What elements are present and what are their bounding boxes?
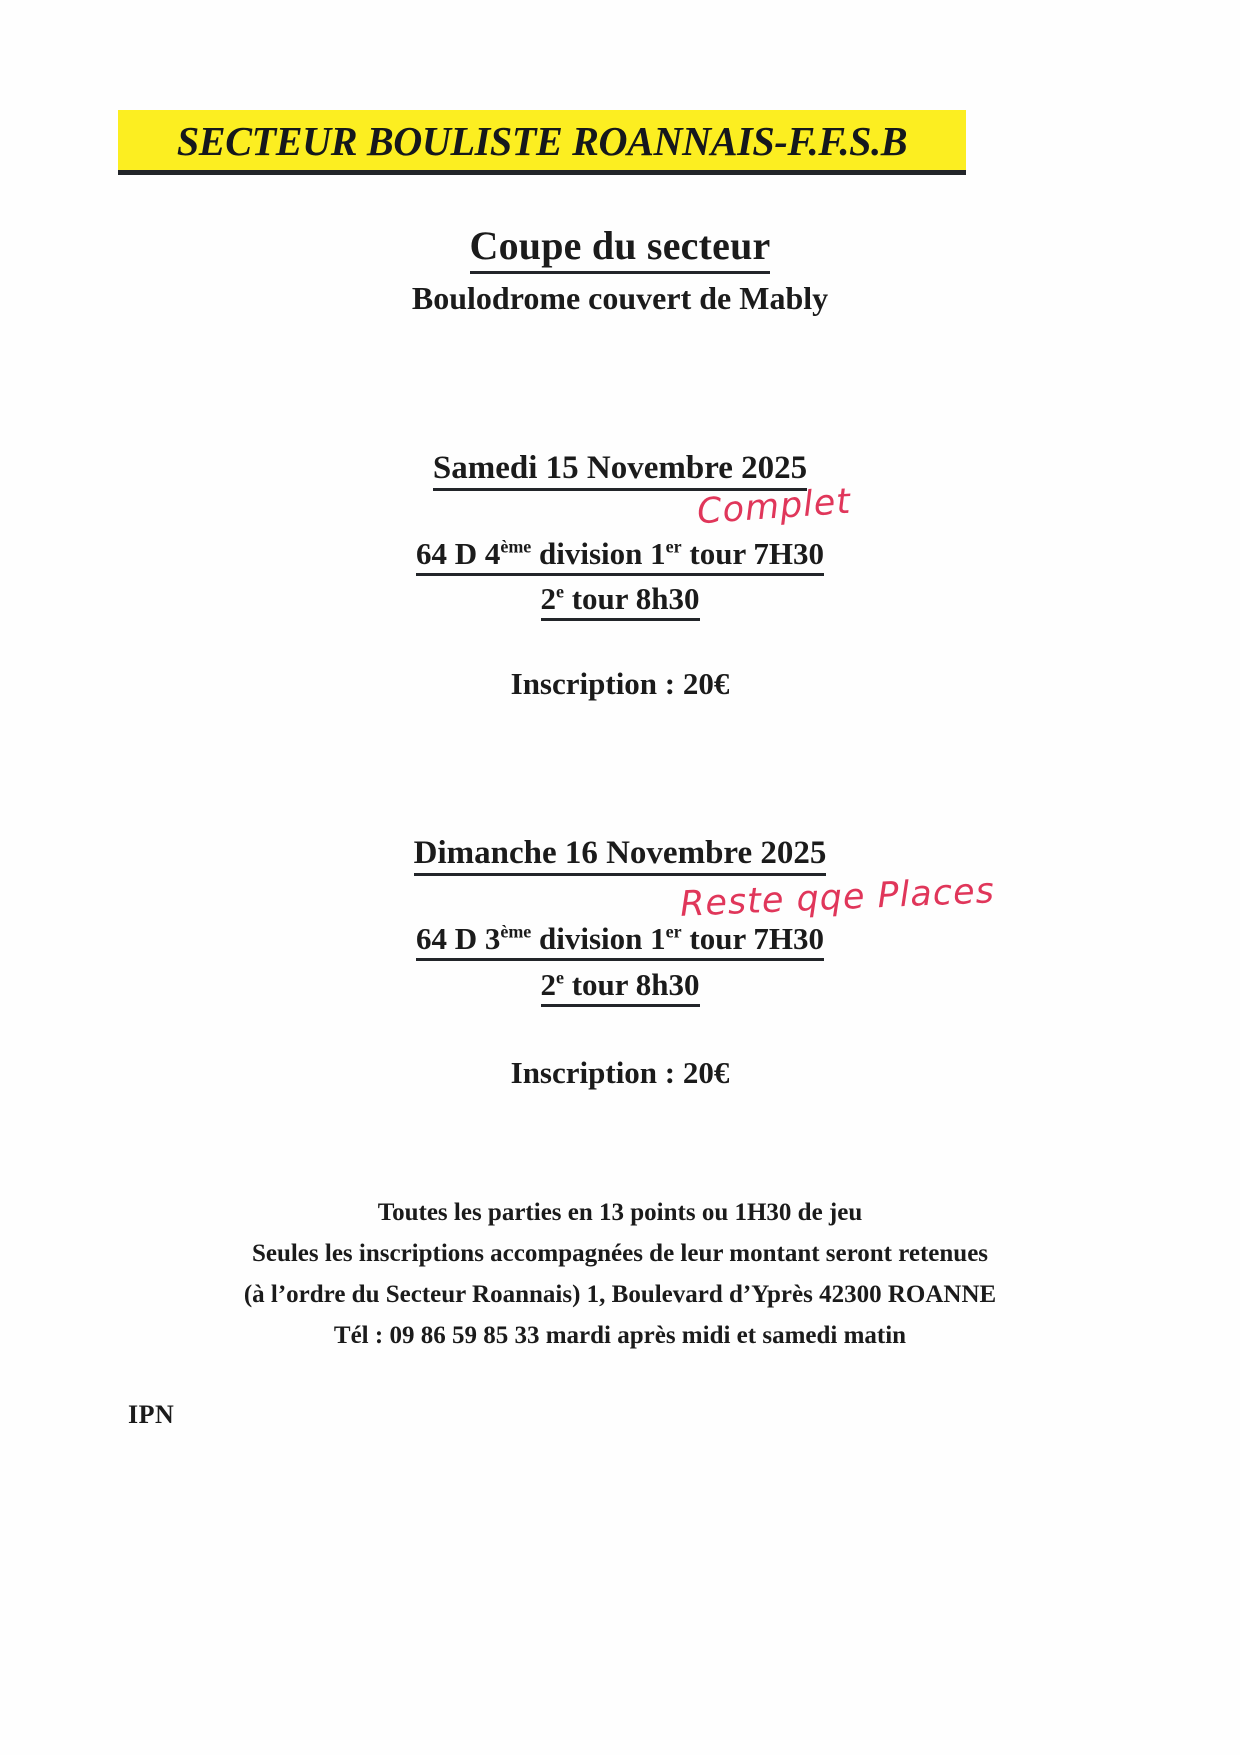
session-1-round2-sup: e (556, 581, 564, 602)
session-1-fee: Inscription : 20€ (510, 666, 730, 701)
session-2-round2-text (541, 967, 700, 1007)
session-2-date-text: Dimanche 16 Novembre 2025 (414, 835, 827, 876)
footer-line-3: (à l’ordre du Secteur Roannais) 1, Boulevard d’Yprès 42300 ROANNE (243, 1281, 997, 1308)
organization-banner (118, 110, 966, 172)
session-1-format-mid: division 1 (531, 536, 666, 571)
session-2-handwritten-annotation: Reste qqe Places (679, 871, 996, 925)
session-1-format-suffix: tour 7H30 (681, 536, 825, 571)
footer-line-1: Toutes les parties en 13 points ou 1H30 de jeu (377, 1199, 863, 1226)
footer-notes (0, 1192, 1240, 1356)
session-2-format-suffix: tour 7H30 (681, 921, 825, 956)
session-1-round2-prefix: 2 (540, 581, 556, 616)
session-1-round1 (0, 536, 1240, 572)
session-1-handwritten-annotation: Complet (695, 481, 853, 533)
session-2-fee: Inscription : 20€ (510, 1055, 730, 1090)
page-title-text: Coupe du secteur (470, 223, 771, 274)
session-1-format-prefix: 64 D 4 (415, 536, 501, 571)
banner-underline (118, 170, 966, 175)
session-1-round1-text (416, 536, 824, 576)
session-1-format-sup: ème (500, 536, 532, 557)
session-1-round2-text (541, 581, 700, 621)
session-1-date (0, 450, 1240, 487)
session-2-date (0, 835, 1240, 872)
footer-line-4: Tél : 09 86 59 85 33 mardi après midi et samedi matin (333, 1322, 907, 1349)
session-2-round2-sup: e (556, 967, 564, 988)
session-1-date-text: Samedi 15 Novembre 2025 (433, 450, 807, 491)
session-2-format-mid: division 1 (531, 921, 666, 956)
page-title (0, 222, 1240, 269)
session-1-format-sup2: er (665, 536, 682, 557)
session-1-round2-suffix: tour 8h30 (563, 581, 700, 616)
session-2-round1-text (416, 921, 824, 961)
session-2-round2-suffix: tour 8h30 (563, 967, 700, 1002)
footer-line-2: Seules les inscriptions accompagnées de leur montant seront retenues (251, 1240, 989, 1267)
session-2-format-prefix: 64 D 3 (415, 921, 501, 956)
session-2-format-sup: ème (500, 921, 532, 942)
session-2-round1 (0, 921, 1240, 957)
venue-subtitle: Boulodrome couvert de Mably (411, 280, 829, 316)
organization-title: SECTEUR BOULISTE ROANNAIS-F.F.S.B (176, 118, 908, 164)
session-1-round2 (0, 581, 1240, 617)
session-2-round2-prefix: 2 (540, 967, 556, 1002)
session-2-round2 (0, 967, 1240, 1003)
session-2-format-sup2: er (665, 921, 682, 942)
signature-initials: IPN (128, 1400, 175, 1429)
